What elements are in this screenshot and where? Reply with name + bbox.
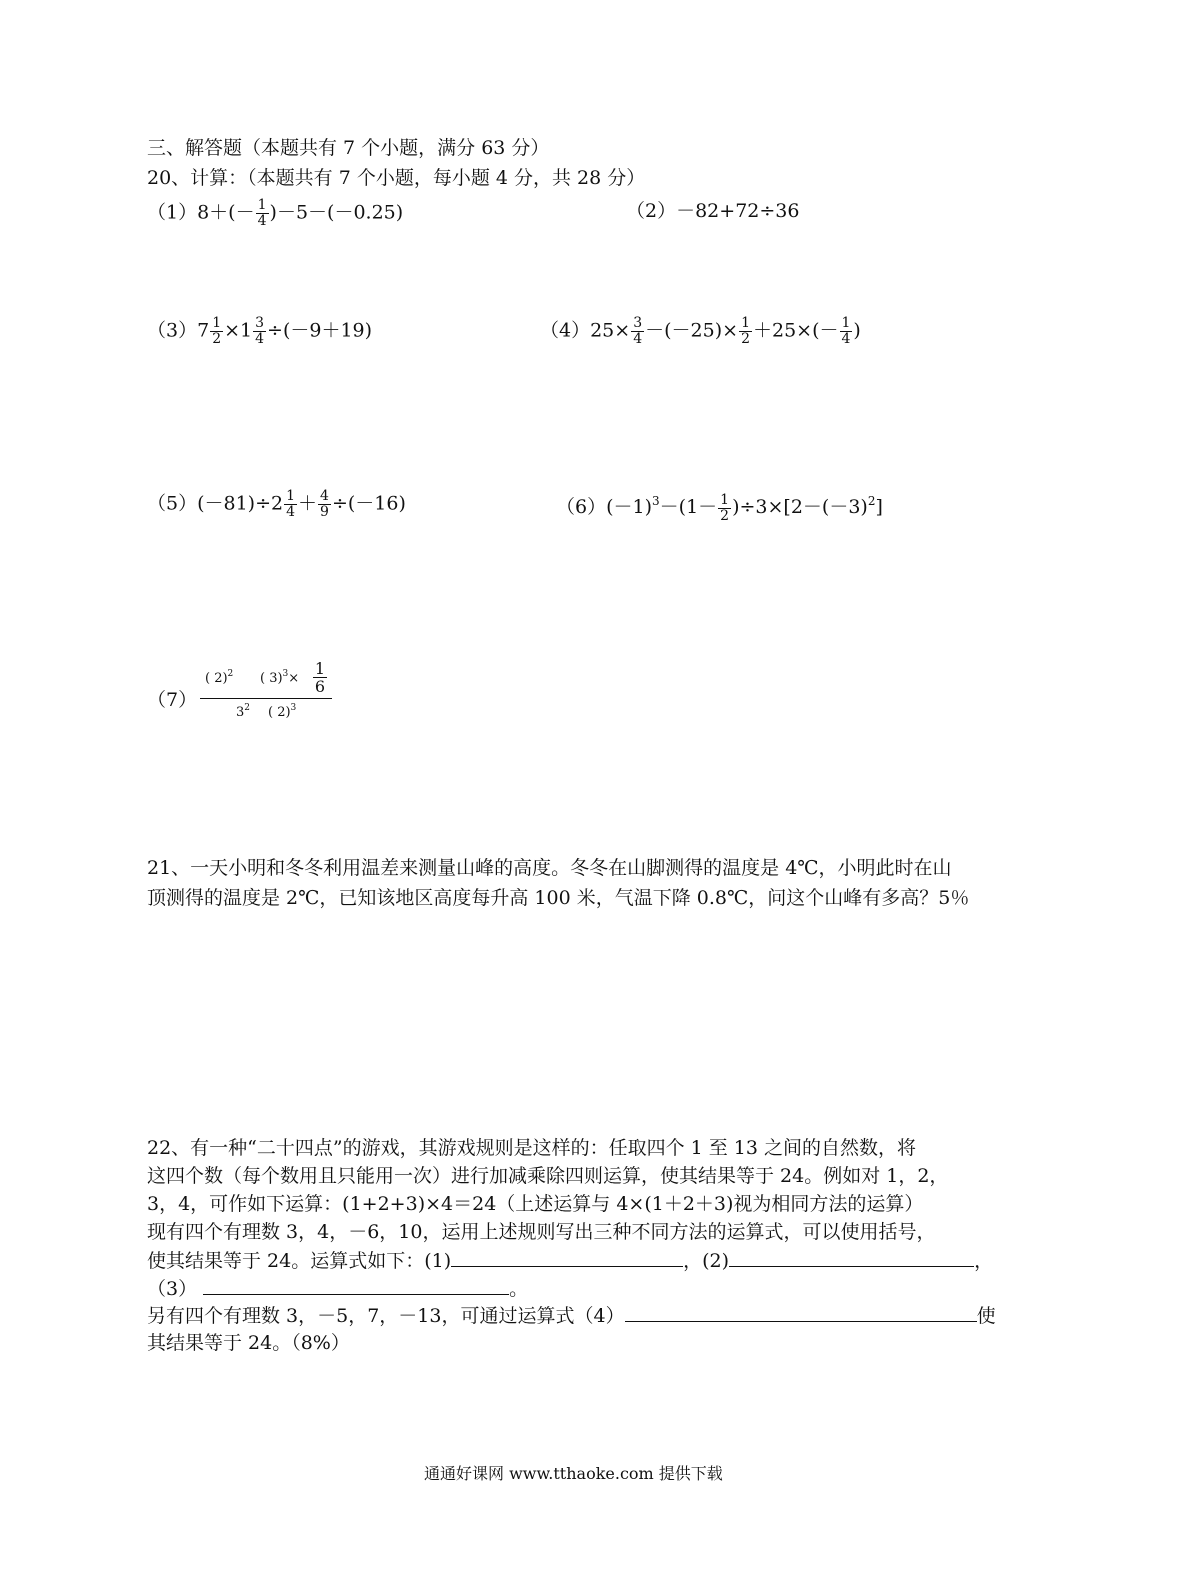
numerator: 1: [841, 315, 851, 331]
expr-part: －(－25)×: [645, 319, 739, 342]
question-21-line: 顶测得的温度是 2℃，已知该地区高度每升高 100 米，气温下降 0.8℃，问这个山峰有多高？5％: [147, 887, 970, 909]
answer-blank-2[interactable]: [729, 1248, 974, 1267]
numerator: 1: [741, 315, 750, 331]
numerator-term: [205, 669, 233, 686]
question-22-line: 这四个数（每个数用且只能用一次）进行加减乘除四则运算，使其结果等于 24。例如对 1，2，: [147, 1165, 949, 1187]
fraction: [739, 316, 752, 347]
expr-part: 7: [197, 319, 210, 342]
fraction: [318, 489, 331, 520]
expr-part: (－81)÷2: [197, 492, 284, 515]
denominator: 4: [286, 504, 296, 520]
denominator: 6: [314, 677, 326, 696]
expr-part: )÷3×[2－(－3): [732, 496, 868, 518]
denominator: 2: [741, 331, 750, 347]
problem-label: （5）: [147, 492, 198, 515]
numerator: 1: [286, 488, 296, 504]
problem-label: （6）: [556, 496, 607, 518]
base: 3: [236, 705, 245, 720]
expr-part: 25×: [590, 319, 631, 342]
punctuation: ，: [974, 1250, 994, 1272]
denominator-term: [268, 703, 296, 720]
denominator: 2: [212, 331, 222, 347]
answer-suffix: 使: [976, 1305, 996, 1327]
answer-prompt: 使其结果等于 24。运算式如下：(1): [147, 1250, 452, 1272]
problem-label: （3）: [147, 319, 198, 342]
numerator: 1: [314, 659, 326, 678]
denominator: 4: [841, 331, 851, 347]
numerator: 3: [633, 315, 643, 331]
answer-prompt: （3）: [147, 1278, 198, 1300]
fraction: [284, 489, 297, 520]
numerator: 1: [212, 315, 222, 331]
fraction-bar: [200, 698, 332, 699]
exponent: 3: [290, 703, 297, 713]
question-22-answer-line: [147, 1276, 528, 1301]
inner-fraction: [313, 660, 327, 695]
question-22-line: 22、有一种“二十四点”的游戏，其游戏规则是这样的：任取四个 1 至 13 之间的自然数，将: [147, 1137, 917, 1159]
problem-label: （1）: [147, 201, 198, 224]
fraction: [253, 316, 266, 347]
base: ( 2): [205, 671, 228, 686]
question-20-title: 20、计算：（本题共有 7 个小题，每小题 4 分，共 28 分）: [147, 167, 646, 189]
exponent: 3: [652, 494, 660, 508]
question-22-line: 3，4，可作如下运算：(1+2+3)×4＝24（上述运算与 4×(1＋2＋3)视为相同方法的运算）: [147, 1193, 924, 1215]
expr-part: 8＋(－: [197, 201, 255, 224]
problem-20-3: [147, 316, 372, 347]
exponent: 2: [867, 494, 876, 508]
answer-prompt: ，(2): [683, 1250, 730, 1272]
denominator: 4: [255, 331, 265, 347]
denominator: 2: [720, 507, 730, 524]
problem-20-2: [626, 199, 799, 223]
numerator: 3: [255, 315, 265, 331]
question-22-line: 现有四个有理数 3，4，－6，10，运用上述规则写出三种不同方法的运算式，可以使用括号，: [147, 1221, 936, 1243]
answer-prompt: 另有四个有理数 3，－5，7，－13，可通过运算式（4）: [147, 1305, 625, 1327]
denominator: 4: [633, 331, 643, 347]
exponent: 2: [244, 703, 251, 713]
fraction: [718, 493, 731, 524]
punctuation: 。: [509, 1278, 529, 1300]
expr-part: ]: [875, 496, 883, 518]
footer-text: 通通好课网 www.tthaoke.com 提供下载: [424, 1464, 723, 1483]
expr-part: ÷(－9＋19): [267, 319, 373, 342]
denominator-term: [236, 703, 250, 720]
expr-part: (－1): [606, 496, 653, 518]
expr-part: ×1: [224, 319, 253, 342]
fraction: [210, 316, 223, 347]
question-21-line: 21、一天小明和冬冬利用温差来测量山峰的高度。冬冬在山脚测得的温度是 4℃，小明此时在山: [147, 857, 952, 879]
problem-20-7-label: （7）: [147, 689, 198, 711]
numerator-term: [260, 669, 299, 686]
exponent: 3: [282, 669, 289, 679]
numerator: 4: [320, 488, 329, 504]
question-22-line: 其结果等于 24。（8%）: [147, 1332, 350, 1354]
expr-part: ): [853, 319, 861, 342]
expr-part: －(1－: [659, 496, 718, 518]
problem-20-4: [540, 316, 861, 347]
answer-blank-1[interactable]: [451, 1248, 683, 1267]
denominator: 9: [320, 504, 329, 520]
expr-part: ＋25×(－: [752, 319, 839, 342]
numerator: 1: [257, 197, 267, 213]
question-22-answer-line: [147, 1248, 993, 1273]
fraction: [256, 198, 269, 229]
base: ( 2): [268, 705, 291, 720]
denominator: 4: [257, 213, 267, 229]
problem-20-1: [147, 198, 403, 229]
answer-blank-4[interactable]: [625, 1303, 977, 1322]
expr-part: ÷(－16): [331, 492, 406, 515]
times-sign: ×: [288, 671, 300, 686]
problem-20-5: [147, 489, 406, 520]
section-title: 三、解答题（本题共有 7 个小题，满分 63 分）: [147, 137, 550, 159]
expr-part: )－5－(－0.25): [269, 201, 404, 224]
question-22-answer-line: [147, 1303, 996, 1328]
base: ( 3): [260, 671, 283, 686]
problem-label: （4）: [540, 319, 591, 342]
expr-part: ＋: [298, 492, 318, 515]
problem-20-6: [556, 489, 883, 524]
problem-label: （2）: [626, 200, 677, 222]
problem-20-7-fraction: [200, 660, 332, 724]
numerator: 1: [720, 491, 730, 508]
fraction: [631, 316, 644, 347]
exponent: 2: [227, 669, 234, 679]
answer-blank-3[interactable]: [203, 1276, 509, 1295]
fraction: [840, 316, 853, 347]
expr-part: －82+72÷36: [676, 200, 800, 222]
